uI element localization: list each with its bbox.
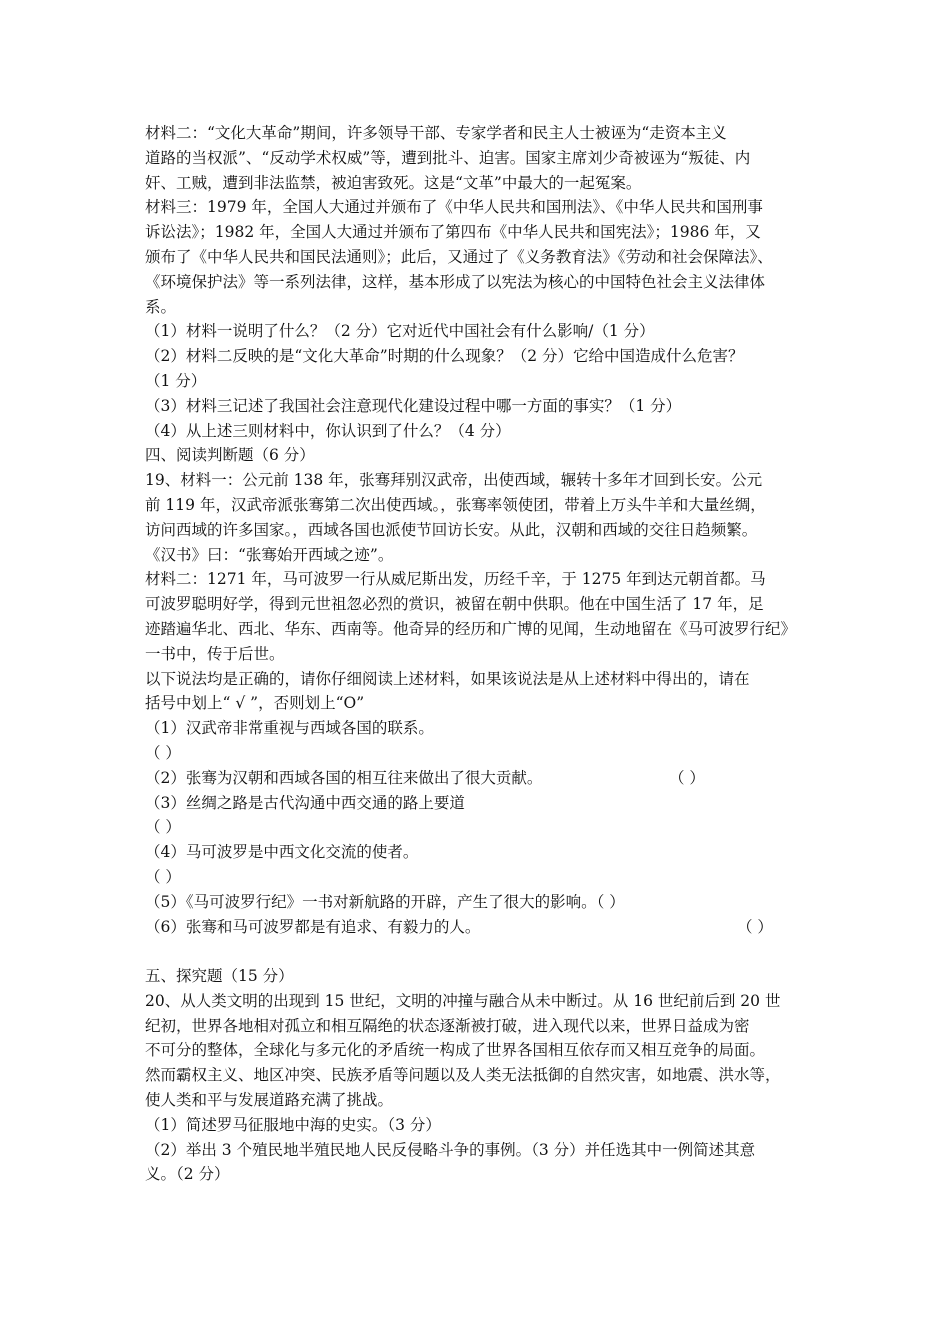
- text-line: [145, 1063, 815, 1088]
- text-line: [145, 667, 815, 692]
- text-line: [145, 1162, 815, 1187]
- text-line: [145, 195, 815, 220]
- text-line: [145, 270, 815, 295]
- line-text: （1）汉武帝非常重视与西域各国的联系。: [145, 719, 434, 738]
- line-text: （6）张骞和马可波罗都是有追求、有毅力的人。: [145, 917, 481, 936]
- answer-bracket: （ ）: [737, 917, 773, 936]
- line-text: 材料二：“文化大革命”期间，许多领导干部、专家学者和民主人士被诬为“走资本主义: [145, 124, 727, 142]
- text-line: [145, 865, 815, 890]
- text-line: [145, 766, 815, 791]
- text-line: [145, 592, 815, 617]
- text-line: [145, 617, 815, 642]
- text-line: [145, 493, 815, 518]
- text-line: [145, 295, 815, 320]
- text-line: [145, 1113, 815, 1138]
- text-line: [145, 791, 815, 816]
- text-line: [145, 1138, 815, 1163]
- text-line: [145, 642, 815, 667]
- text-line: [145, 121, 815, 146]
- text-line: [145, 369, 815, 394]
- line-text: 括号中划上“ √ ”，否则划上“O”: [145, 694, 365, 713]
- line-text: 系。: [145, 297, 177, 316]
- line-text: （1）材料一说明了什么？（2 分）它对近代中国社会有什么影响/（1 分）: [145, 322, 655, 341]
- line-text: 前 119 年，汉武帝派张骞第二次出使西域。，张骞率领使团，带着上万头牛羊和大量丝绸，: [145, 495, 766, 514]
- line-text: 《环境保护法》等一系列法律，这样，基本形成了以宪法为核心的中国特色社会主义法律体: [145, 272, 766, 291]
- line-text: 19、材料一：公元前 138 年，张骞拜别汉武帝，出使西域，辗转十多年才回到长安。公元: [145, 471, 763, 490]
- blank-line: [145, 939, 815, 964]
- text-line: [145, 344, 815, 369]
- line-text: 一书中，传于后世。: [145, 644, 285, 663]
- text-line: [145, 1038, 815, 1063]
- line-text: 奸、工贼，遭到非法监禁，被迫害致死。这是“文革”中最大的一起冤案。: [145, 173, 642, 192]
- line-text: 20、从人类文明的出现到 15 世纪，文明的冲撞与融合从未中断过。从 16 世纪前后到 20 世: [145, 991, 781, 1010]
- text-line: [145, 171, 815, 196]
- line-text: （ ）: [145, 867, 181, 886]
- text-line: [145, 567, 815, 592]
- line-text: （ ）: [145, 743, 181, 762]
- text-line: [145, 543, 815, 568]
- line-text: 迹踏遍华北、西北、华东、西南等。他奇异的经历和广博的见闻，生动地留在《马可波罗行纪》: [145, 619, 797, 638]
- text-line: [145, 691, 815, 716]
- text-line: [145, 840, 815, 865]
- line-text: 四、阅读判断题（6 分）: [145, 446, 315, 465]
- text-line: [145, 716, 815, 741]
- text-line: [145, 815, 815, 840]
- text-line: [145, 468, 815, 493]
- line-text: （3）材料三记述了我国社会注意现代化建设过程中哪一方面的事实？（1 分）: [145, 396, 682, 415]
- line-text: （ ）: [145, 818, 181, 837]
- line-text: （4）马可波罗是中西文化交流的使者。: [145, 843, 419, 862]
- line-text: 义。（2 分）: [145, 1165, 230, 1184]
- text-line: [145, 319, 815, 344]
- line-text: 以下说法均是正确的，请你仔细阅读上述材料，如果该说法是从上述材料中得出的，请在: [145, 669, 750, 688]
- text-line: [145, 890, 815, 915]
- text-line: [145, 989, 815, 1014]
- text-line: [145, 1014, 815, 1039]
- text-line: [145, 146, 815, 171]
- line-text: 不可分的整体，全球化与多元化的矛盾统一构成了世界各国相互依存而又相互竞争的局面。: [145, 1041, 766, 1060]
- line-text: 纪初，世界各地相对孤立和相互隔绝的状态逐渐被打破，进入现代以来，世界日益成为密: [145, 1016, 750, 1035]
- text-line: [145, 1088, 815, 1113]
- line-text: （2）举出 3 个殖民地半殖民地人民反侵略斗争的事例。（3 分）并任选其中一例简述其意: [145, 1140, 756, 1159]
- text-line: [145, 220, 815, 245]
- line-text: 访问西域的许多国家。，西域各国也派使节回访长安。从此，汉朝和西域的交往日趋频繁。: [145, 520, 758, 539]
- text-line: [145, 419, 815, 444]
- text-line: [145, 518, 815, 543]
- text-line: [145, 245, 815, 270]
- line-text: （2）材料二反映的是“文化大革命”时期的什么现象？（2 分）它给中国造成什么危害？: [145, 347, 744, 366]
- line-text: 道路的当权派”、“反动学术权威”等，遭到批斗、迫害。国家主席刘少奇被诬为“叛徒、内: [145, 148, 751, 167]
- line-text: （4）从上述三则材料中，你认识到了什么？（4 分）: [145, 421, 511, 440]
- line-text: （1 分）: [145, 371, 207, 390]
- line-text: 可波罗聪明好学，得到元世祖忽必烈的赏识，被留在朝中供职。他在中国生活了 17 年，足: [145, 595, 764, 614]
- line-text: 使人类和平与发展道路充满了挑战。: [145, 1091, 394, 1110]
- line-text: 材料三：1979 年，全国人大通过并颁布了《中华人民共和国刑法》、《中华人民共和国刑事: [145, 198, 763, 217]
- line-text: 然而霸权主义、地区冲突、民族矛盾等问题以及人类无法抵御的自然灾害，如地震、洪水等，: [145, 1066, 781, 1085]
- line-text: （2）张骞为汉朝和西域各国的相互往来做出了很大贡献。: [145, 768, 543, 787]
- line-text: 诉讼法》；1982 年，全国人大通过并颁布了第四布《中华人民共和国宪法》；1986 年，又: [145, 223, 761, 242]
- answer-bracket: （ ）: [669, 768, 705, 787]
- line-text: （3）丝绸之路是古代沟通中西交通的路上要道: [145, 793, 465, 812]
- line-text: 颁布了《中华人民共和国民法通则》；此后，又通过了《义务教育法》《劳动和社会保障法》、: [145, 247, 773, 266]
- document-page: [145, 121, 815, 1187]
- line-text: 五、探究题（15 分）: [145, 967, 294, 986]
- text-line: [145, 394, 815, 419]
- line-text: 材料二：1271 年，马可波罗一行从威尼斯出发，历经千辛，于 1275 年到达元朝首都。马: [145, 570, 766, 589]
- line-text: （1）简述罗马征服地中海的史实。（3 分）: [145, 1115, 441, 1134]
- line-text: 《汉书》曰：“张骞始开西域之迹”。: [145, 545, 394, 564]
- text-line: [145, 964, 815, 989]
- text-line: [145, 741, 815, 766]
- line-text: （5）《马可波罗行纪》一书对新航路的开辟，产生了很大的影响。（ ）: [145, 892, 625, 911]
- text-line: [145, 915, 815, 940]
- text-line: [145, 443, 815, 468]
